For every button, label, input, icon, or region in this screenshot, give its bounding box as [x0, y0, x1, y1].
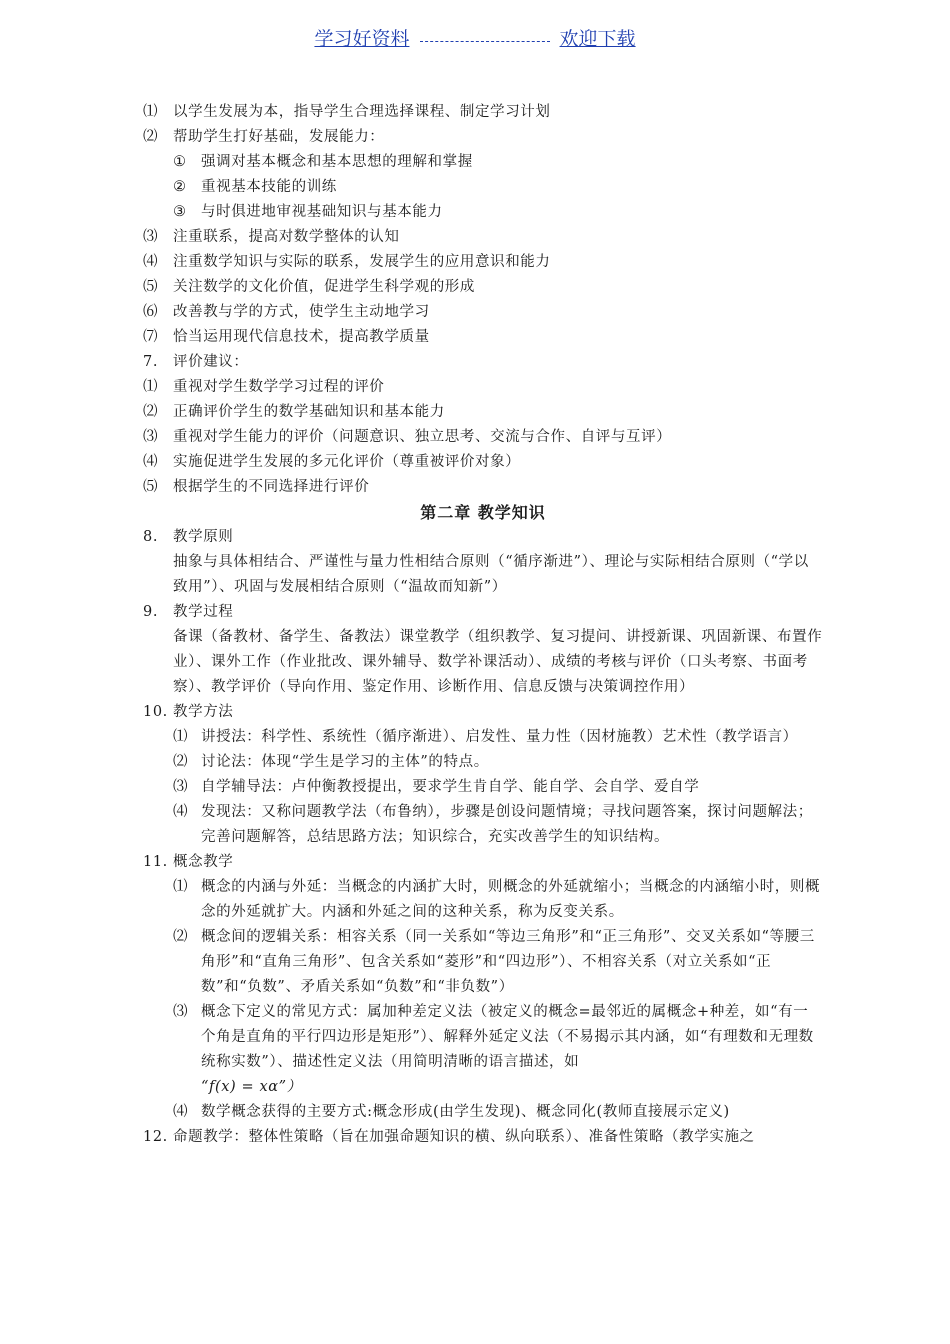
section-heading: 9. 教学过程 — [143, 604, 234, 620]
list-item: ③ 与时俱进地审视基础知识与基本能力 — [173, 204, 443, 220]
section-heading: 7. 评价建议： — [143, 354, 249, 370]
list-item: ⑵ 概念间的逻辑关系：相容关系（同一关系如“等边三角形”和“正三角形”、交叉关系如“等腰三角形”和“直角三角形”、包含关系如“菱形”和“四边形”）、不相容关系（对立关系如“正数”和“负数”、矛盾关系如“负数”和“非负数”） — [173, 929, 815, 995]
list-item: ⑷ 数学概念获得的主要方式:概念形成(由学生发现)、概念同化(教师直接展示定义) — [173, 1104, 730, 1120]
list-item: ⑶ 注重联系，提高对数学整体的认知 — [143, 229, 400, 245]
header-left-link[interactable]: 学习好资料 — [314, 28, 410, 50]
list-item: ⑸ 关注数学的文化价值，促进学生科学观的形成 — [143, 279, 475, 295]
list-item: ⑵ 帮助学生打好基础，发展能力： — [143, 129, 385, 145]
document-body — [143, 100, 823, 1150]
page-header — [0, 24, 950, 51]
section-heading: 12. 命题教学：整体性策略（旨在加强命题知识的横、纵向联系）、准备性策略（教学实施之 — [143, 1129, 755, 1145]
list-item: ⑷ 实施促进学生发展的多元化评价（尊重被评价对象） — [143, 454, 521, 470]
list-item: ② 重视基本技能的训练 — [173, 179, 337, 195]
header-divider — [420, 40, 550, 42]
list-item: ⑺ 恰当运用现代信息技术，提高教学质量 — [143, 329, 430, 345]
list-item: ⑶ 自学辅导法：卢仲衡教授提出，要求学生肯自学、能自学、会自学、爱自学 — [173, 779, 700, 795]
section-heading: 10. 教学方法 — [143, 704, 234, 720]
list-item: ⑵ 讨论法：体现“学生是学习的主体”的特点。 — [173, 754, 489, 770]
formula-line — [143, 1075, 823, 1100]
list-item: ⑶ 重视对学生能力的评价（问题意识、独立思考、交流与合作、自评与互评） — [143, 429, 672, 445]
list-item: ⑴ 概念的内涵与外延：当概念的内涵扩大时，则概念的外延就缩小；当概念的内涵缩小时，则概念的外延就扩大。内涵和外延之间的这种关系，称为反变关系。 — [173, 879, 821, 920]
list-item: ⑴ 讲授法：科学性、系统性（循序渐进）、启发性、量力性（因材施教）艺术性（教学语言） — [173, 729, 798, 745]
list-item: ⑴ 以学生发展为本，指导学生合理选择课程、制定学习计划 — [143, 104, 551, 120]
list-item: ⑷ 发现法：又称问题教学法（布鲁纳），步骤是创设问题情境；寻找问题答案，探讨问题解法；完善问题解答，总结思路方法；知识综合，充实改善学生的知识结构。 — [173, 804, 813, 845]
list-item: ⑸ 根据学生的不同选择进行评价 — [143, 479, 370, 495]
list-item: ⑴ 重视对学生数学学习过程的评价 — [143, 379, 385, 395]
section-heading: 11. 概念教学 — [143, 854, 234, 870]
section-heading: 8. 教学原则 — [143, 529, 234, 545]
list-item: ⑷ 注重数学知识与实际的联系，发展学生的应用意识和能力 — [143, 254, 551, 270]
chapter-title: 第二章 教学知识 — [420, 503, 546, 522]
header-right-link[interactable]: 欢迎下载 — [559, 28, 636, 50]
list-item: ① 强调对基本概念和基本思想的理解和掌握 — [173, 154, 473, 170]
section-body: 抽象与具体相结合、严谨性与量力性相结合原则（“循序渐进”）、理论与实际相结合原则（“学以致用”）、巩固与发展相结合原则（“温故而知新”） — [173, 554, 809, 595]
section-body: 备课（备教材、备学生、备教法）课堂教学（组织教学、复习提问、讲授新课、巩固新课、布置作业）、课外工作（作业批改、课外辅导、数学补课活动）、成绩的考核与评价（口头考察、书面考察）、教学评价（导向作用、鉴定作用、诊断作用、信息反馈与决策调控作用） — [173, 629, 823, 695]
list-item: ⑵ 正确评价学生的数学基础知识和基本能力 — [143, 404, 445, 420]
list-item: ⑹ 改善教与学的方式，使学生主动地学习 — [143, 304, 430, 320]
formula: “f(x) = xα”） — [201, 1079, 302, 1095]
list-item: ⑶ 概念下定义的常见方式：属加种差定义法（被定义的概念=最邻近的属概念+种差，如“有一个角是直角的平行四边形是矩形”）、解释外延定义法（不易揭示其内涵，如“有理数和无理数统称实数”）、描述性定义法（用简明清晰的语言描述，如 — [173, 1004, 814, 1070]
